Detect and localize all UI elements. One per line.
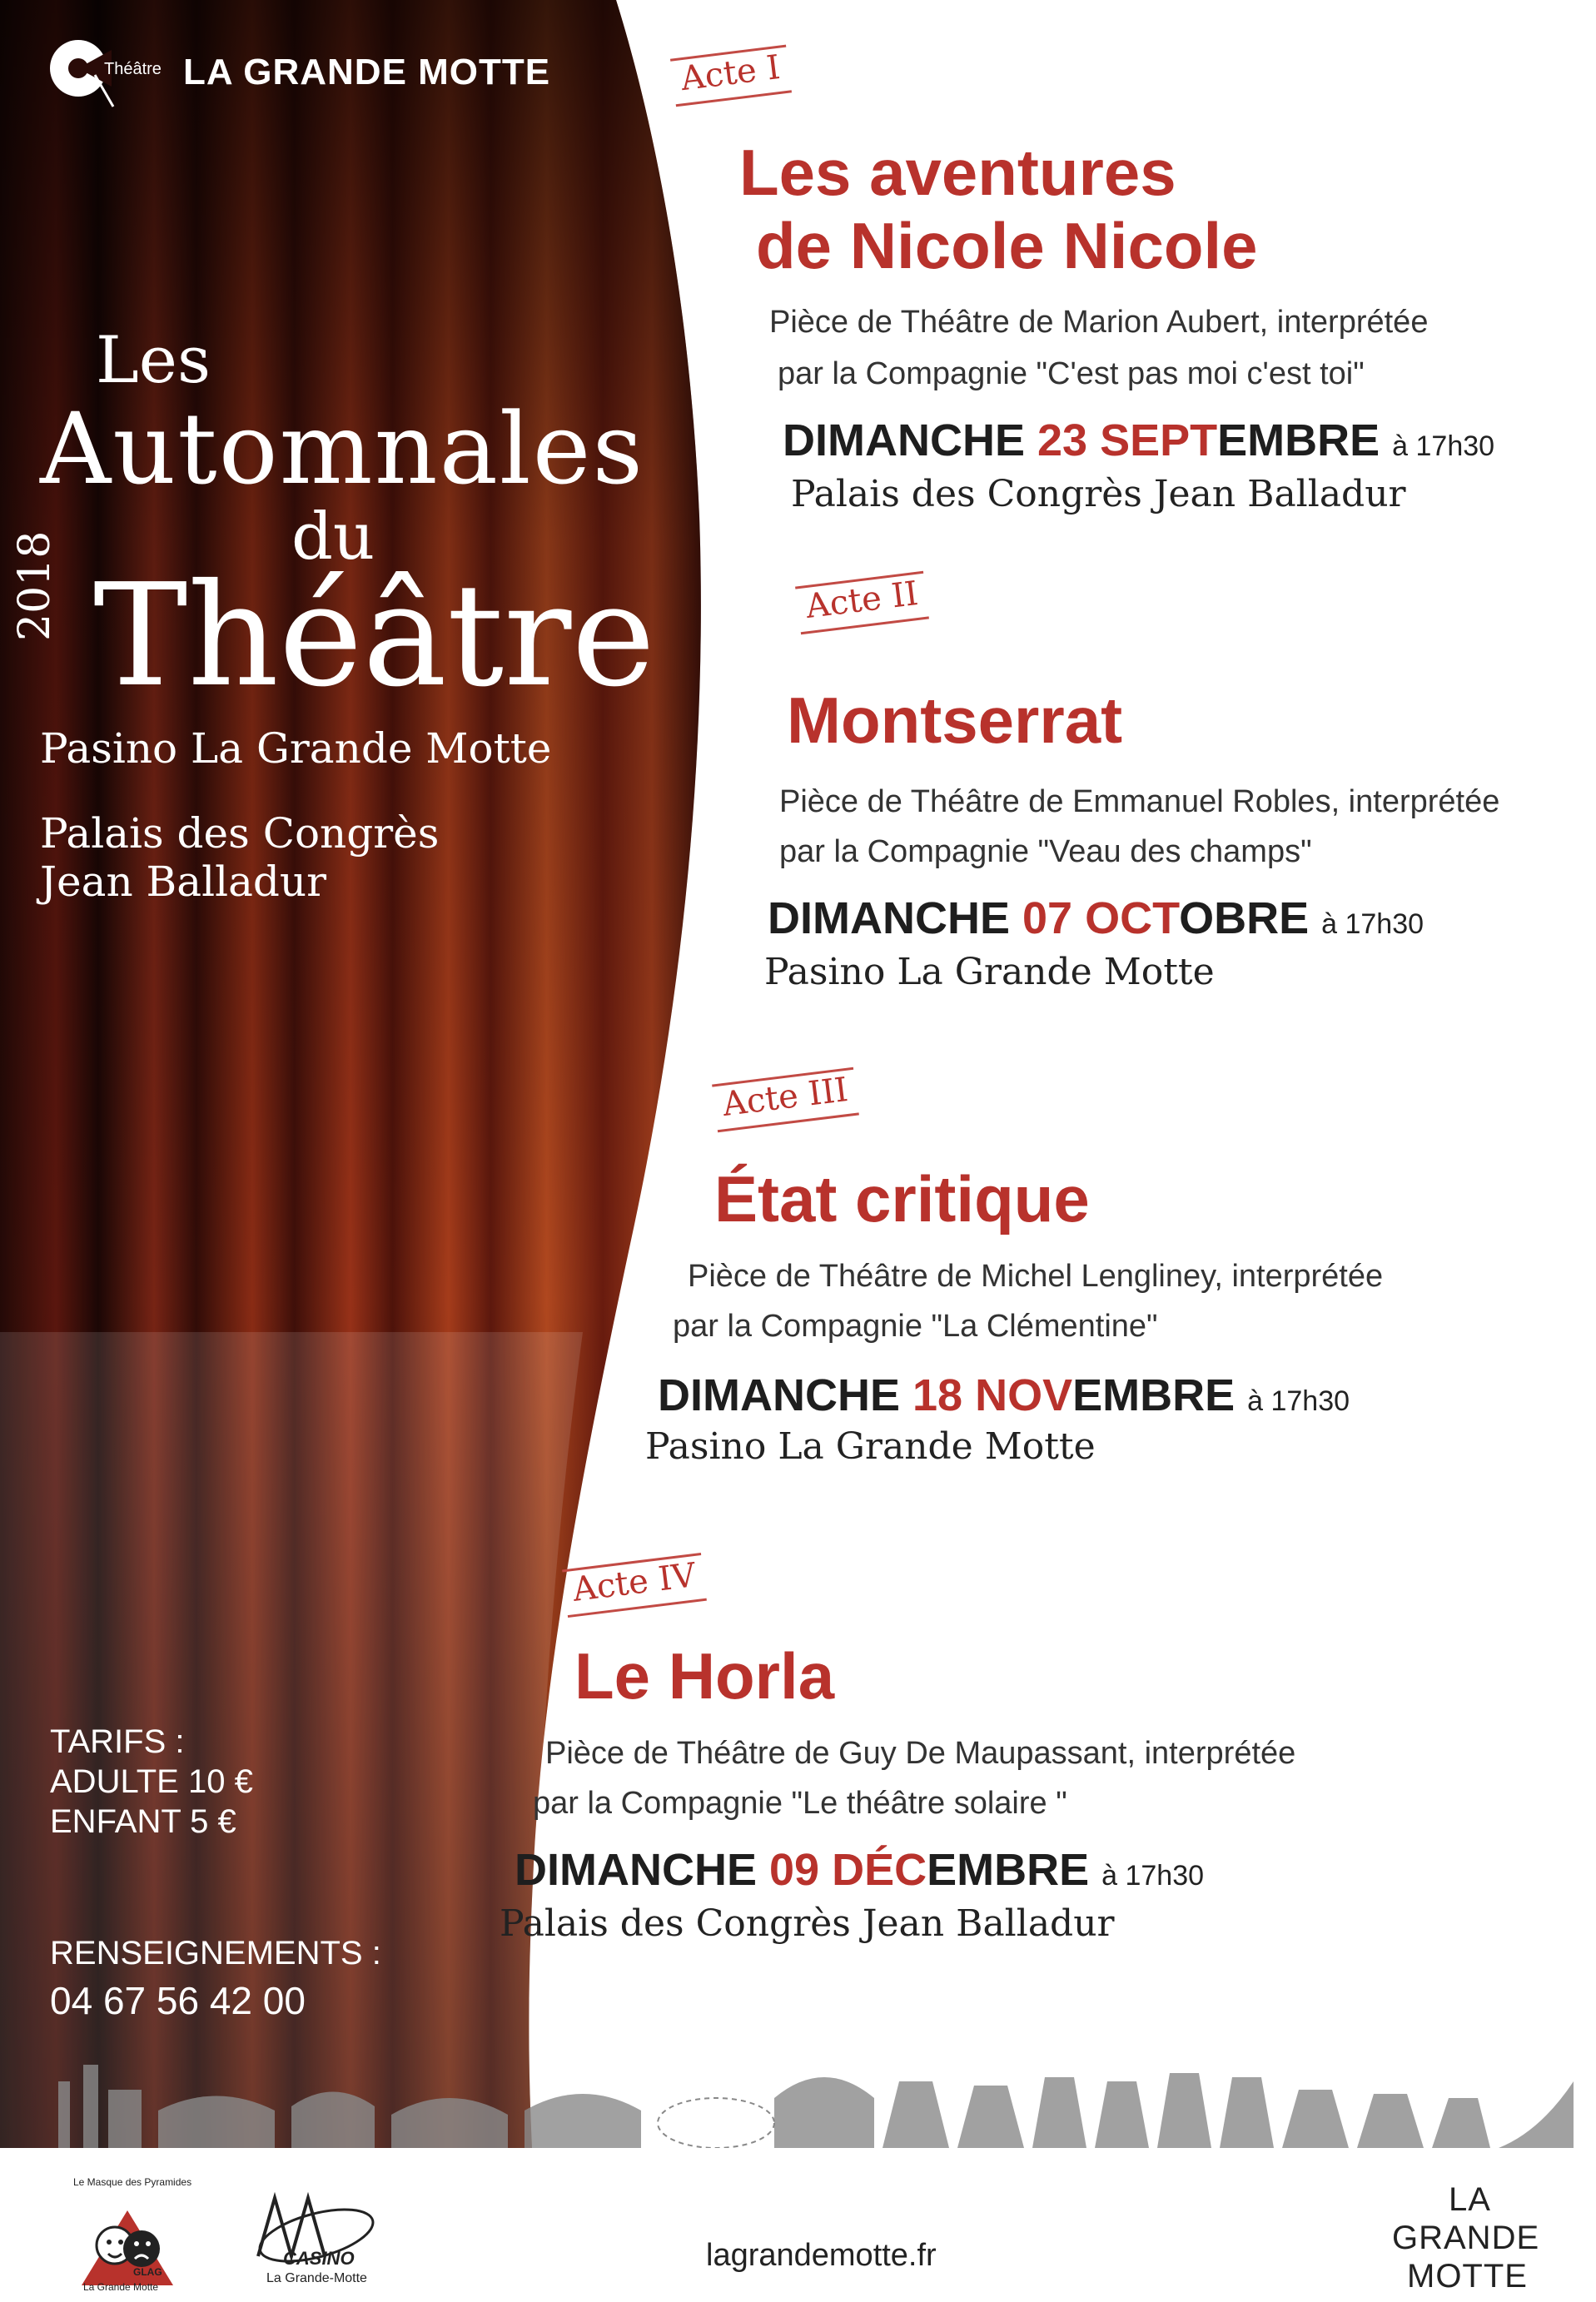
act-3-date-rest: EMBRE: [1072, 1370, 1236, 1420]
act-4-title: Le Horla: [574, 1639, 835, 1713]
act-1-tag: [673, 47, 789, 100]
act-2-tag-label: Acte II: [795, 571, 929, 635]
masque-logo-text: Le Masque des Pyramides: [73, 2176, 192, 2188]
contact-label: RENSEIGNEMENTS :: [50, 1935, 381, 1971]
city-skyline-graphic: [0, 2031, 1596, 2148]
title-line-theatre: Théâtre: [93, 554, 656, 718]
act-4-time: à 17h30: [1101, 1860, 1205, 1892]
tarif-adult: ADULTE 10 €: [50, 1763, 253, 1800]
logo-theatre-label: Théâtre: [104, 60, 162, 78]
tarif-child: ENFANT 5 €: [50, 1803, 236, 1840]
venue-palais-line1: Palais des Congrès: [40, 809, 440, 858]
act-4-tag: [564, 1556, 704, 1609]
act-1-title-line2: de Nicole Nicole: [756, 209, 1258, 282]
act-2-tag: [798, 574, 927, 627]
casino-logo-word: CASINO: [283, 2248, 355, 2269]
act-2-date-rest: OBRE: [1179, 893, 1310, 943]
act-2-place: Pasino La Grande Motte: [764, 951, 1215, 993]
act-4-date-highlight: 09 DÉC: [769, 1845, 927, 1895]
act-3-time: à 17h30: [1247, 1385, 1350, 1417]
act-3-desc-line1: Pièce de Théâtre de Michel Lengliney, interprétée: [688, 1259, 1384, 1294]
act-1-date: [783, 415, 1494, 466]
venue-pasino: Pasino La Grande Motte: [40, 724, 552, 773]
act-1-time: à 17h30: [1392, 430, 1495, 462]
act-1-tag-label: Acte I: [670, 45, 792, 107]
venue-palais-line2: Jean Balladur: [40, 858, 326, 906]
act-3-date-prefix: DIMANCHE: [658, 1370, 912, 1420]
logo-city-name: LA GRANDE MOTTE: [183, 52, 551, 92]
act-2-date-highlight: 07 OCT: [1022, 893, 1180, 943]
act-4-desc-line1: Pièce de Théâtre de Guy De Maupassant, interprétée: [545, 1736, 1296, 1771]
act-3-tag-label: Acte III: [712, 1067, 859, 1132]
act-4-date-rest: EMBRE: [927, 1845, 1090, 1895]
act-3-date-highlight: 18 NOV: [912, 1370, 1073, 1420]
act-1-desc-line1: Pièce de Théâtre de Marion Aubert, interprétée: [769, 305, 1429, 340]
act-1-date-highlight: 23 SEPT: [1037, 415, 1218, 465]
title-line-automnales: Automnales: [40, 391, 645, 506]
act-2-date: [768, 892, 1424, 944]
footer-logo-la: LA: [1449, 2181, 1491, 2218]
website-url[interactable]: lagrandemotte.fr: [706, 2238, 937, 2273]
act-2-time: à 17h30: [1321, 908, 1424, 940]
act-3-desc-line2: par la Compagnie "La Clémentine": [673, 1309, 1158, 1344]
masque-logo-city: La Grande Motte: [83, 2281, 159, 2293]
footer-logo-grande: GRANDE: [1392, 2220, 1540, 2256]
act-4-date: [515, 1844, 1204, 1896]
act-2-desc-line2: par la Compagnie "Veau des champs": [779, 834, 1312, 869]
title-line-du: du: [291, 500, 375, 574]
title-line-les: Les: [96, 323, 211, 398]
act-4-place: Palais des Congrès Jean Balladur: [500, 1902, 1115, 1945]
tarifs-label: TARIFS :: [50, 1723, 185, 1760]
footer-logo-motte: MOTTE: [1407, 2258, 1528, 2295]
act-3-title: État critique: [714, 1162, 1090, 1236]
act-4-tag-label: Acte IV: [562, 1553, 707, 1618]
act-2-title: Montserrat: [787, 684, 1123, 757]
act-4-desc-line2: par la Compagnie "Le théâtre solaire ": [533, 1786, 1067, 1821]
act-1-date-rest: EMBRE: [1217, 415, 1380, 465]
act-3-date: [658, 1370, 1350, 1421]
act-2-date-prefix: DIMANCHE: [768, 893, 1022, 943]
act-1-title-line1: Les aventures: [739, 136, 1176, 209]
masque-pyramides-logo-icon: [73, 2177, 181, 2294]
masque-logo-abbr: GLAG: [133, 2266, 162, 2278]
act-3-place: Pasino La Grande Motte: [645, 1425, 1096, 1468]
act-2-desc-line1: Pièce de Théâtre de Emmanuel Robles, interprétée: [779, 784, 1500, 819]
act-1-desc-line2: par la Compagnie "C'est pas moi c'est toi": [778, 356, 1365, 391]
casino-logo-city: La Grande-Motte: [266, 2271, 367, 2285]
act-3-tag: [714, 1070, 857, 1125]
act-1-place: Palais des Congrès Jean Balladur: [791, 473, 1406, 515]
act-4-date-prefix: DIMANCHE: [515, 1845, 769, 1895]
act-1-date-prefix: DIMANCHE: [783, 415, 1037, 465]
contact-phone: 04 67 56 42 00: [50, 1979, 306, 2022]
title-year: 2018: [10, 530, 60, 641]
